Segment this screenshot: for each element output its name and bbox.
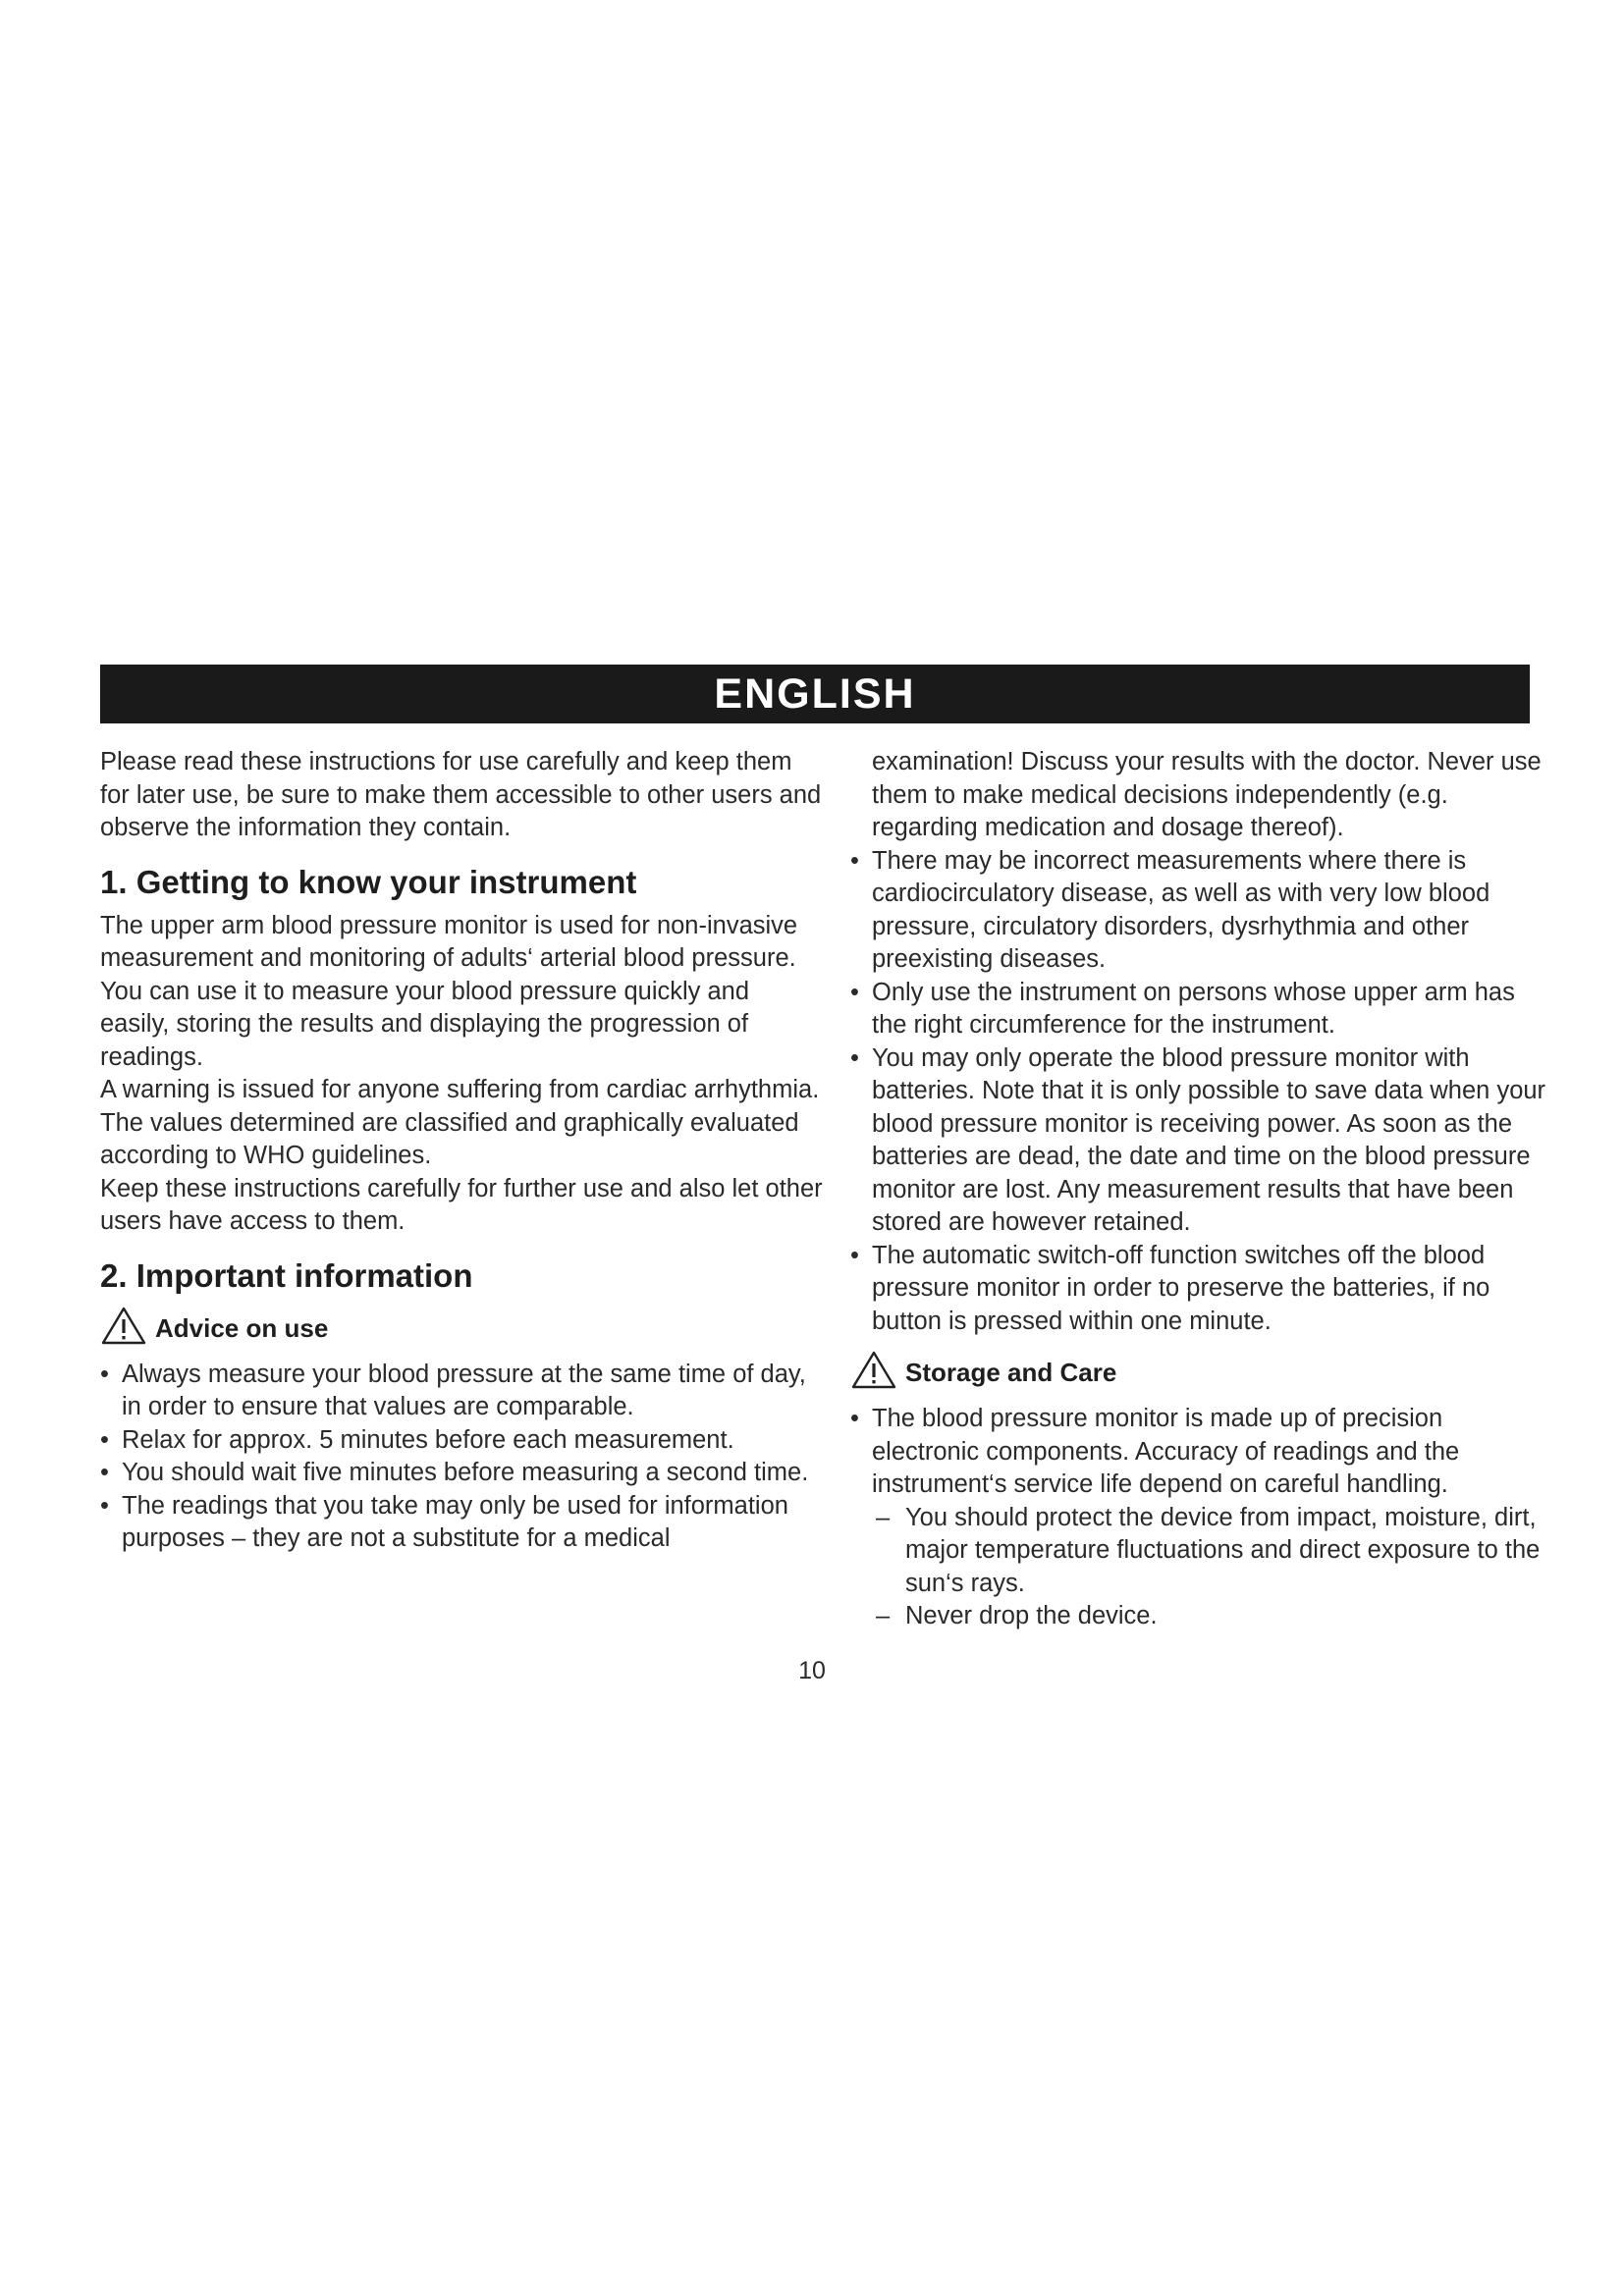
continued-paragraph: examination! Discuss your results with the doctor. Never use them to make medical decisions independently (e.g. regarding medication and dosage thereof). [872,748,1542,841]
right-column [850,746,1549,1633]
list-item: • There may be incorrect measurements where there is cardiocirculatory disease, as well as with very low blood pressure, circulatory disorders, dysrhythmia and other preexisting diseases. [850,845,1549,977]
advice-on-use-label: Advice on use [155,1312,329,1343]
left-column [100,746,825,1556]
section-2-heading: 2. Important information [100,1256,473,1294]
list-item: • Always measure your blood pressure at the same time of day, in order to ensure that values are comparable. [100,1359,825,1424]
list-item: – You should protect the device from impact, moisture, dirt, major temperature fluctuations and direct exposure to the sun‘s rays. [876,1502,1549,1601]
language-title: ENGLISH [714,670,916,718]
storage-list [850,1403,1549,1502]
list-item: • The automatic switch-off function switches off the blood pressure monitor in order to preserve the batteries, if no button is pressed within one minute. [850,1240,1549,1339]
page-number: 10 [798,1657,826,1684]
storage-sublist [850,1502,1549,1633]
intro-paragraph: Please read these instructions for use carefully and keep them for later use, be sure to make them accessible to other users and observe the information they contain. [100,748,822,841]
list-item: • The readings that you take may only be used for information purposes – they are not a substitute for a medical [100,1490,825,1556]
list-item: • The blood pressure monitor is made up of precision electronic components. Accuracy of readings and the instrument‘s service life depend on careful handling. [850,1403,1549,1502]
section-1-paragraph: Keep these instructions carefully for further use and also let other users have access to them. [100,1174,823,1235]
list-item: – Never drop the device. [876,1600,1549,1633]
section-1-heading: 1. Getting to know your instrument [100,863,637,900]
section-1-paragraph: The values determined are classified and graphically evaluated according to WHO guidelines. [100,1108,799,1169]
list-item: • Relax for approx. 5 minutes before each measurement. [100,1424,825,1458]
advice-on-use-heading [100,1306,825,1345]
list-item: • Only use the instrument on persons whose upper arm has the right circumference for the instrument. [850,977,1549,1042]
section-1-paragraph: The upper arm blood pressure monitor is used for non-invasive measurement and monitoring of adults‘ arterial blood pressure. [100,911,798,972]
advice-list [100,1359,825,1556]
section-1-paragraph: A warning is issued for anyone suffering from cardiac arrhythmia. [100,1076,820,1103]
language-banner [100,665,1530,723]
list-item: • You may only operate the blood pressure monitor with batteries. Note that it is only possible to save data when your blood pressure monitor is receiving power. As soon as the batteries are dead, the date and time on the blood pressure monitor are lost. Any measurement results that have been stored are however retained. [850,1042,1549,1240]
storage-and-care-label: Storage and Care [905,1358,1117,1387]
storage-and-care-heading [850,1350,1549,1389]
warning-triangle-icon [100,1306,147,1345]
list-item: • You should wait five minutes before measuring a second time. [100,1457,825,1490]
section-1-paragraph: You can use it to measure your blood pressure quickly and easily, storing the results and displaying the progression of readings. [100,977,750,1071]
warning-triangle-icon [850,1350,897,1389]
advice-list-continued [850,845,1549,1339]
